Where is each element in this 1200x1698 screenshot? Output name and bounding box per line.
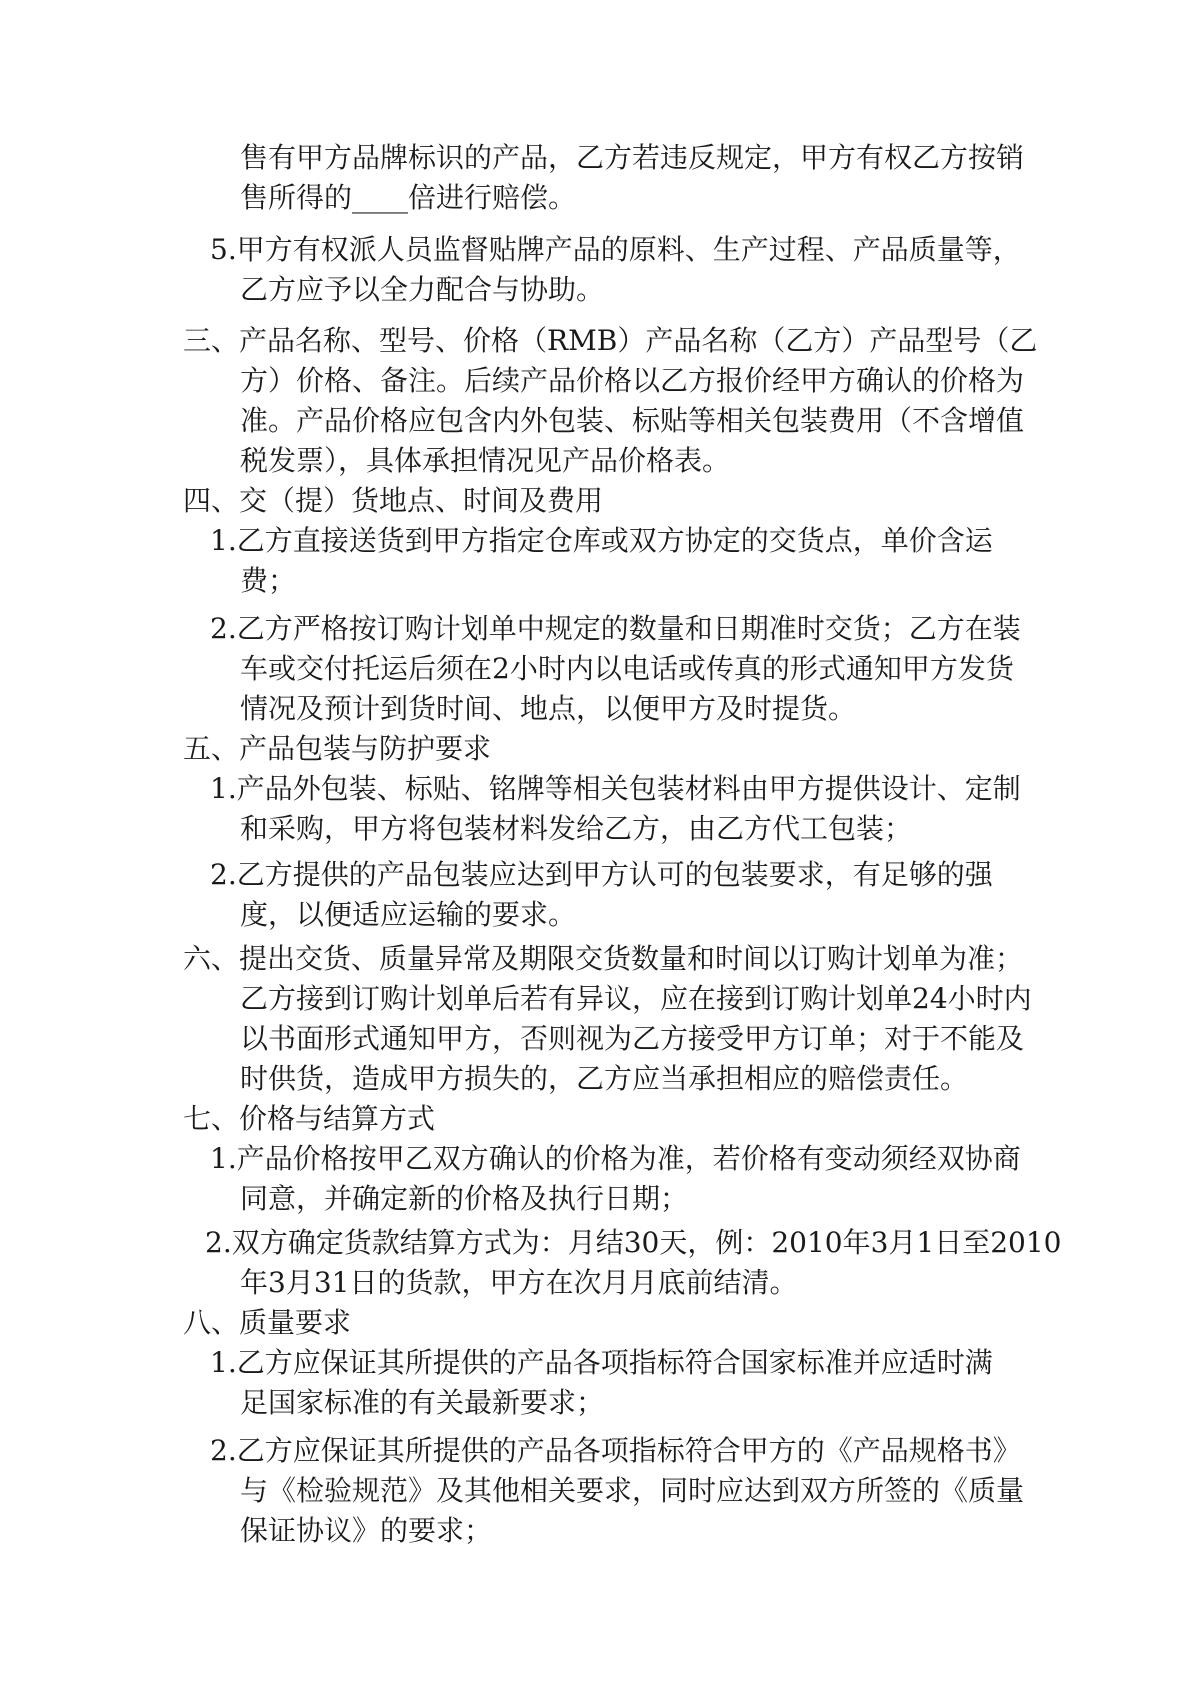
section-heading: 四、交（提）货地点、时间及费用 xyxy=(183,484,604,517)
text-line: 年3月31日的货款，甲方在次月月底前结清。 xyxy=(240,1266,798,1299)
text-line: 乙方接到订购计划单后若有异议，应在接到订购计划单24小时内 xyxy=(240,982,1032,1015)
section-heading: 五、产品包装与防护要求 xyxy=(183,732,492,765)
text-line: 与《检验规范》及其他相关要求，同时应达到双方所签的《质量 xyxy=(240,1474,1025,1507)
text-line: 税发票），具体承担情况见产品价格表。 xyxy=(240,444,731,477)
text-line: 情况及预计到货时间、地点，以便甲方及时提货。 xyxy=(240,692,857,725)
section-heading: 八、质量要求 xyxy=(183,1306,352,1339)
text-line: 售所得的____倍进行赔偿。 xyxy=(240,181,577,214)
text-line: 5.甲方有权派人员监督贴牌产品的原料、生产过程、产品质量等， xyxy=(210,233,1021,266)
text-line: 方）价格、备注。后续产品价格以乙方报价经甲方确认的价格为 xyxy=(240,364,1025,397)
text-line: 时供货，造成甲方损失的，乙方应当承担相应的赔偿责任。 xyxy=(240,1062,969,1095)
text-line: 1.乙方应保证其所提供的产品各项指标符合国家标准并应适时满 xyxy=(210,1346,993,1379)
text-line: 乙方应予以全力配合与协助。 xyxy=(240,273,605,306)
text-line: 1.产品外包装、标贴、铭牌等相关包装材料由甲方提供设计、定制 xyxy=(210,772,1021,805)
text-line: 度，以便适应运输的要求。 xyxy=(240,898,577,931)
text-line: 1.产品价格按甲乙双方确认的价格为准，若价格有变动须经双协商 xyxy=(210,1142,1021,1175)
text-line: 售有甲方品牌标识的产品，乙方若违反规定，甲方有权乙方按销 xyxy=(240,141,1025,174)
text-line: 六、提出交货、质量异常及期限交货数量和时间以订购计划单为准； xyxy=(183,942,1024,975)
text-line: 以书面形式通知甲方，否则视为乙方接受甲方订单；对于不能及 xyxy=(240,1022,1025,1055)
text-line: 费； xyxy=(240,564,297,597)
text-line: 2.乙方提供的产品包装应达到甲方认可的包装要求，有足够的强 xyxy=(210,858,993,891)
text-line: 足国家标准的有关最新要求； xyxy=(240,1386,605,1419)
text-line: 1.乙方直接送货到甲方指定仓库或双方协定的交货点，单价含运 xyxy=(210,524,993,557)
text-line: 2.乙方严格按订购计划单中规定的数量和日期准时交货；乙方在装 xyxy=(210,612,1021,645)
text-line: 同意，并确定新的价格及执行日期； xyxy=(240,1182,689,1215)
text-line: 和采购，甲方将包装材料发给乙方，由乙方代工包装； xyxy=(240,812,913,845)
text-line: 车或交付托运后须在2小时内以电话或传真的形式通知甲方发货 xyxy=(240,652,1014,685)
section-heading: 七、价格与结算方式 xyxy=(183,1102,436,1135)
text-line: 保证协议》的要求； xyxy=(240,1514,493,1547)
text-line: 2.乙方应保证其所提供的产品各项指标符合甲方的《产品规格书》 xyxy=(210,1434,1021,1467)
text-line: 三、产品名称、型号、价格（RMB）产品名称（乙方）产品型号（乙 xyxy=(183,324,1038,357)
text-line: 准。产品价格应包含内外包装、标贴等相关包装费用（不含增值 xyxy=(240,404,1025,437)
text-line: 2.双方确定货款结算方式为：月结30天，例：2010年3月1日至2010 xyxy=(205,1226,1062,1259)
